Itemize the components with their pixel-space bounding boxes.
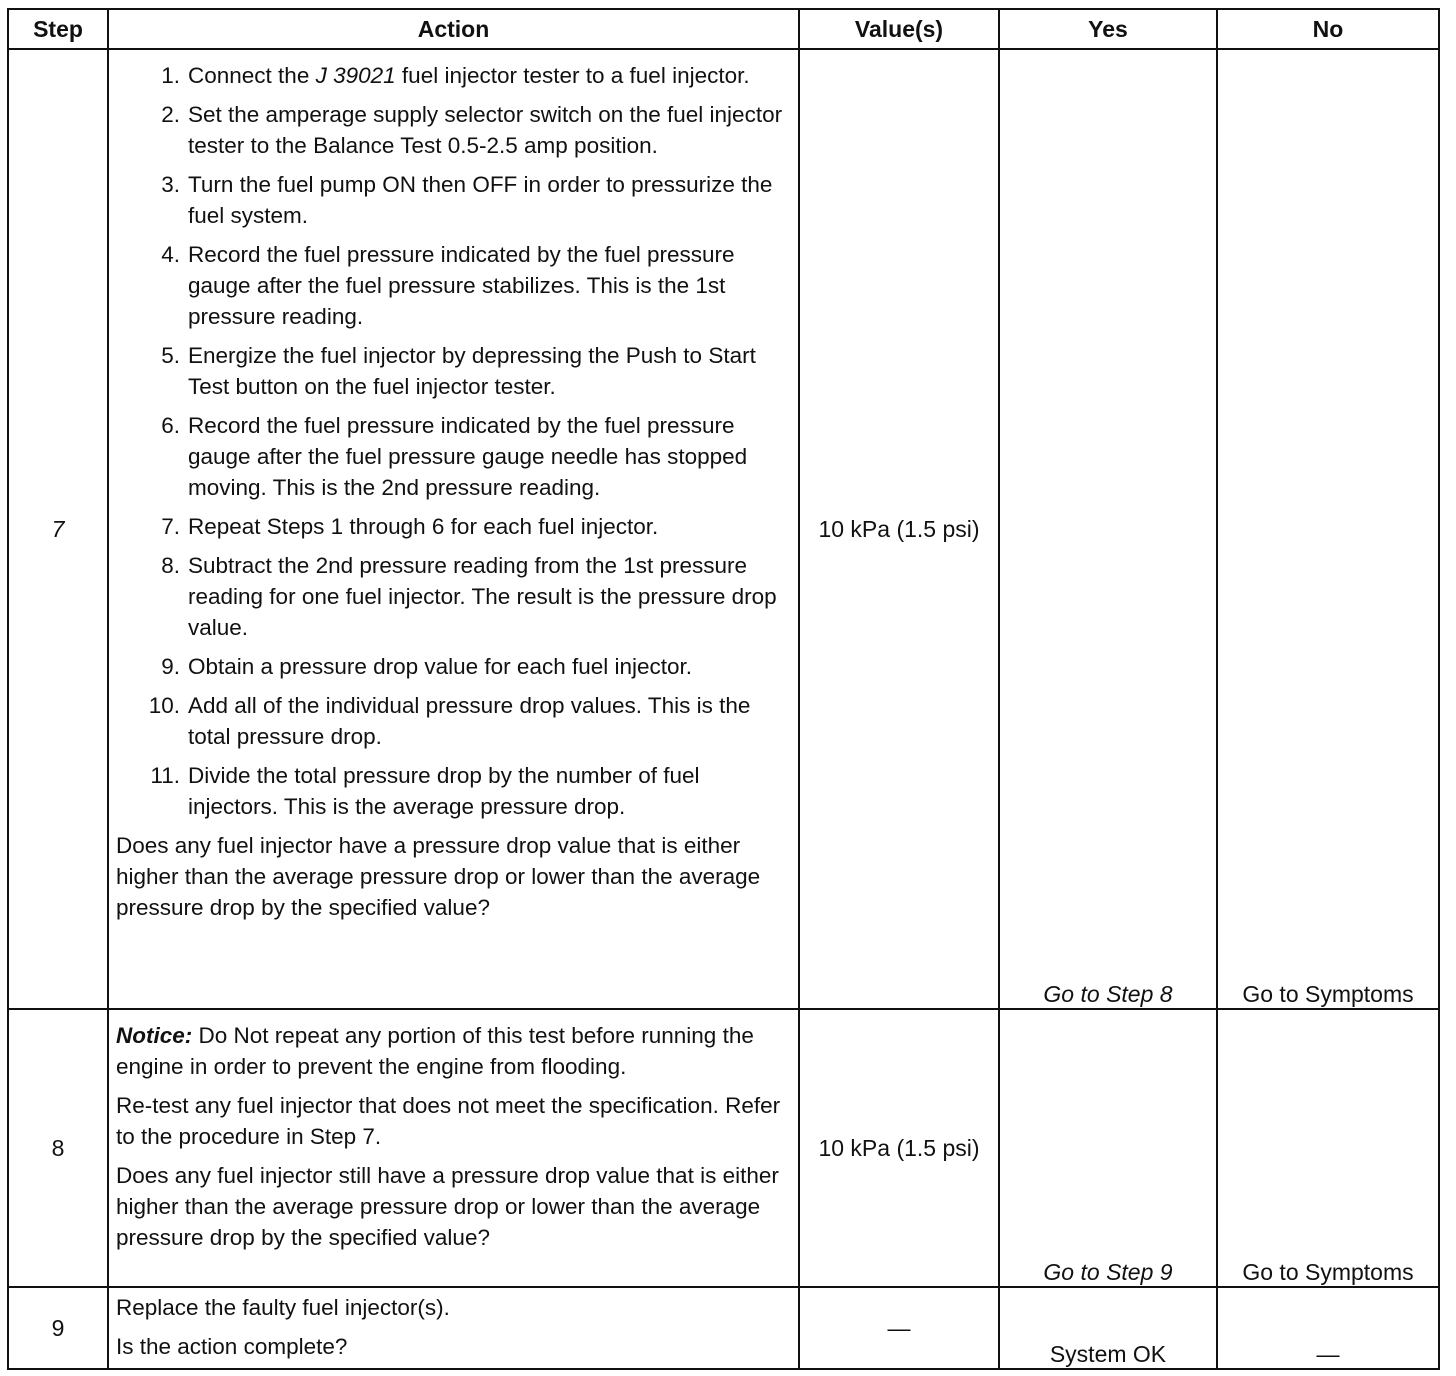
step-number: 8 [8, 1009, 108, 1287]
step-number: 7 [8, 49, 108, 1009]
list-item: 8. Subtract the 2nd pressure reading from the 1st pressure reading for one fuel injector. The result is the pressure drop value. [161, 553, 777, 640]
instruction-text: Re-test any fuel injector that does not meet the specification. Refer to the procedure in Step 7. [116, 1093, 781, 1149]
header-no: No [1217, 9, 1439, 49]
value-cell: 10 kPa (1.5 psi) [799, 1009, 999, 1287]
list-item: 1. Connect the J 39021 fuel injector tester to a fuel injector. [161, 63, 750, 88]
no-result: — [1217, 1287, 1439, 1369]
yes-result: Go to Step 8 [999, 49, 1217, 1009]
step-number: 9 [8, 1287, 108, 1369]
header-step: Step [8, 9, 108, 49]
question-text: Does any fuel injector have a pressure drop value that is either higher than the average pressure drop or lower than the average pressure drop by the specified value? [116, 833, 761, 920]
header-values: Value(s) [799, 9, 999, 49]
list-item: 6. Record the fuel pressure indicated by the fuel pressure gauge after the fuel pressure gauge needle has stopped moving. This is the 2nd pressure reading. [161, 413, 748, 500]
no-result: Go to Symptoms [1217, 49, 1439, 1009]
list-item: 2. Set the amperage supply selector switch on the fuel injector tester to the Balance Test 0.5-2.5 amp position. [161, 102, 783, 158]
list-item: 5. Energize the fuel injector by depressing the Push to Start Test button on the fuel injector tester. [161, 343, 756, 399]
notice-label: Notice: [116, 1023, 193, 1048]
list-item: 11. Divide the total pressure drop by the number of fuel injectors. This is the average pressure drop. [150, 763, 700, 819]
procedure-list [116, 60, 792, 822]
yes-result: System OK [999, 1287, 1217, 1369]
header-row [8, 9, 1439, 49]
notice-text: Notice: Do Not repeat any portion of this test before running the engine in order to prevent the engine from flooding. [116, 1023, 754, 1079]
question-text: Is the action complete? [116, 1334, 348, 1359]
yes-result: Go to Step 9 [999, 1009, 1217, 1287]
instruction-text: Replace the faulty fuel injector(s). [116, 1295, 450, 1320]
value-cell: — [799, 1287, 999, 1369]
header-yes: Yes [999, 9, 1217, 49]
action-cell [108, 1287, 799, 1369]
action-cell [108, 1009, 799, 1287]
no-result: Go to Symptoms [1217, 1009, 1439, 1287]
list-item: 4. Record the fuel pressure indicated by the fuel pressure gauge after the fuel pressure stabilizes. This is the 1st pressure reading. [161, 242, 735, 329]
diagnostic-table [7, 8, 1440, 1370]
header-action: Action [108, 9, 799, 49]
question-text: Does any fuel injector still have a pressure drop value that is either higher than the average pressure drop or lower than the average pressure drop by the specified value? [116, 1163, 779, 1250]
list-item: 9. Obtain a pressure drop value for each fuel injector. [161, 654, 693, 679]
value-cell: 10 kPa (1.5 psi) [799, 49, 999, 1009]
table-row-step-7 [8, 49, 1439, 1009]
table-row-step-9 [8, 1287, 1439, 1369]
list-item: 10. Add all of the individual pressure drop values. This is the total pressure drop. [148, 693, 751, 749]
action-cell [108, 49, 799, 1009]
table-row-step-8 [8, 1009, 1439, 1287]
list-item: 3. Turn the fuel pump ON then OFF in order to pressurize the fuel system. [161, 172, 773, 228]
list-item: 7. Repeat Steps 1 through 6 for each fuel injector. [161, 514, 659, 539]
tool-reference: J 39021 [315, 63, 396, 88]
